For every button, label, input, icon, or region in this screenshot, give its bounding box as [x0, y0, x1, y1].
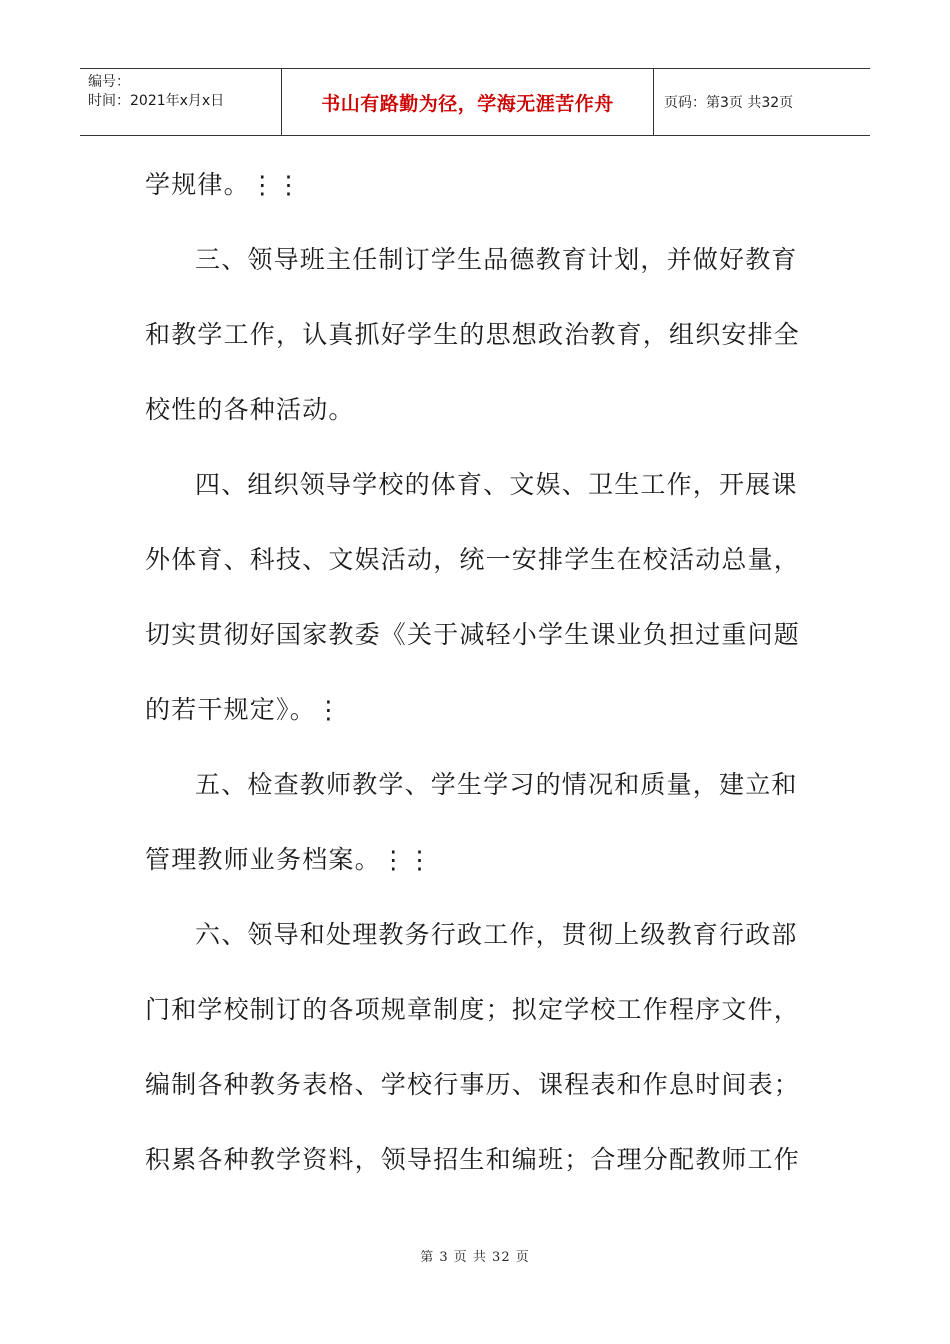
time-label: 时间：2021年x月x日 — [88, 93, 225, 109]
paragraph-3-start: 三、领导班主任制订学生品德教育计划，并做好教育 — [195, 245, 798, 274]
header-page-info: 页码：第3页 共32页 — [664, 95, 794, 111]
paragraph-4-start: 四、组织领导学校的体育、文娱、卫生工作，开展课 — [195, 470, 798, 499]
text-line: 管理教师业务档案。⋮⋮ — [145, 845, 434, 874]
paragraph-5-start: 五、检查教师教学、学生学习的情况和质量，建立和 — [195, 770, 798, 799]
text-line: 的若干规定》。⋮ — [145, 695, 343, 724]
text-line: 外体育、科技、文娱活动，统一安排学生在校活动总量， — [145, 545, 801, 574]
text-line: 和教学工作，认真抓好学生的思想政治教育，组织安排全 — [145, 320, 801, 349]
text-line: 校性的各种活动。 — [145, 395, 355, 424]
paragraph-6-start: 六、领导和处理教务行政工作，贯彻上级教育行政部 — [195, 920, 798, 949]
text-line: 编制各种教务表格、学校行事历、课程表和作息时间表； — [145, 1070, 801, 1099]
number-label: 编号： — [88, 74, 130, 90]
page-footer: 第 3 页 共 32 页 — [420, 1250, 530, 1265]
text-line: 门和学校制订的各项规章制度；拟定学校工作程序文件， — [145, 995, 801, 1024]
document-body — [145, 163, 801, 1213]
text-line: 学规律。⋮⋮ — [145, 170, 303, 199]
text-line: 积累各种教学资料，领导招生和编班；合理分配教师工作 — [145, 1145, 801, 1174]
text-line: 切实贯彻好国家教委《关于减轻小学生课业负担过重问题 — [145, 620, 801, 649]
document-header — [80, 68, 870, 136]
header-motto: 书山有路勤为径，学海无涯苦作舟 — [282, 69, 654, 135]
header-meta — [80, 69, 282, 135]
